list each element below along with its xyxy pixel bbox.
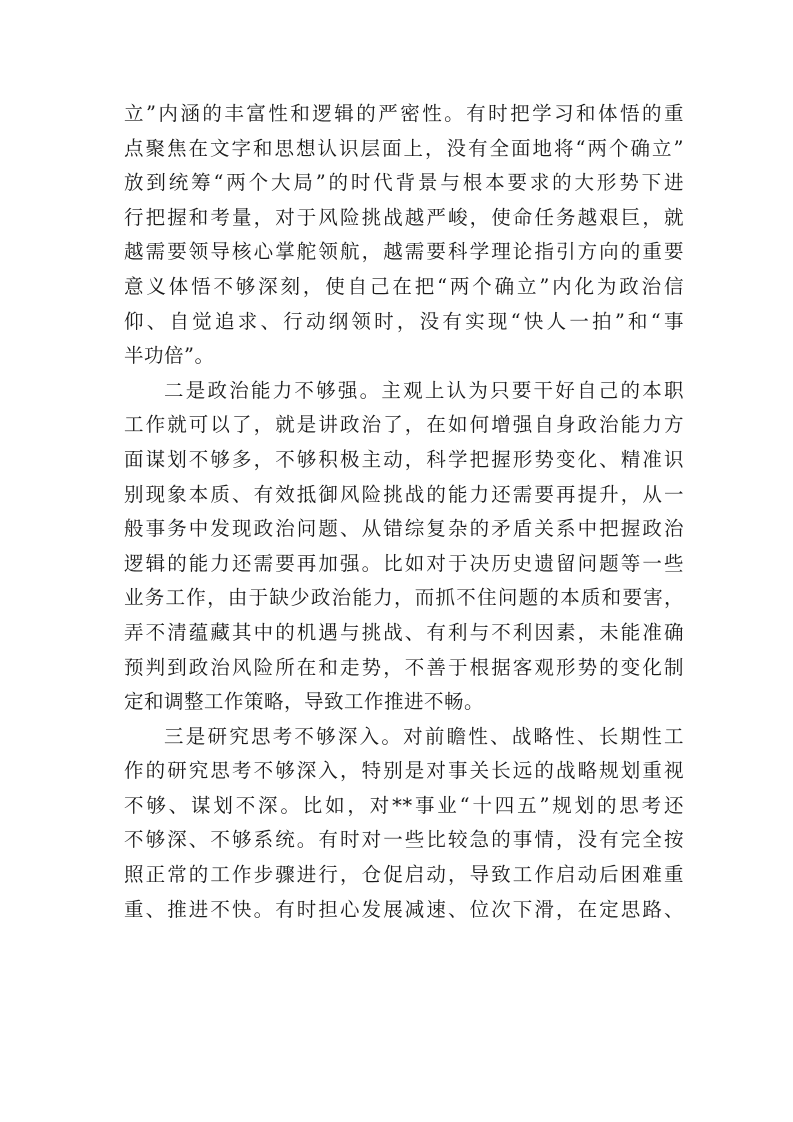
text-line: 面谋划不够多，不够积极主动，科学把握形势变化、精准识 bbox=[124, 447, 684, 471]
text-line: 半功倍”。 bbox=[124, 344, 215, 368]
text-line: 工作就可以了，就是讲政治了，在如何增强自身政治能力方 bbox=[124, 413, 684, 437]
text-line: 重、推进不快。有时担心发展减速、位次下滑，在定思路、 bbox=[124, 897, 684, 921]
text-line: 作的研究思考不够深入，特别是对事关长远的战略规划重视 bbox=[124, 759, 684, 783]
text-line: 仰、自觉追求、行动纲领时，没有实现“快人一拍”和“事 bbox=[124, 309, 684, 333]
text-line: 意义体悟不够深刻，使自己在把“两个确立”内化为政治信 bbox=[124, 274, 684, 298]
text-line: 预判到政治风险所在和走势，不善于根据客观形势的变化制 bbox=[124, 655, 684, 679]
text-line: 点聚焦在文字和思想认识层面上，没有全面地将“两个确立” bbox=[124, 136, 684, 160]
text-line: 般事务中发现政治问题、从错综复杂的矛盾关系中把握政治 bbox=[124, 517, 684, 541]
paragraph-heading-line: 二是政治能力不够强。主观上认为只要干好自己的本职 bbox=[164, 378, 684, 402]
text-line: 定和调整工作策略，导致工作推进不畅。 bbox=[124, 690, 485, 714]
text-line: 弄不清蕴藏其中的机遇与挑战、有利与不利因素，未能准确 bbox=[124, 620, 684, 644]
text-line: 行把握和考量，对于风险挑战越严峻，使命任务越艰巨，就 bbox=[124, 205, 684, 229]
text-line: 逻辑的能力还需要再加强。比如对于决历史遗留问题等一些 bbox=[124, 551, 684, 575]
text-line: 不够、谋划不深。比如，对**事业“十四五”规划的思考还 bbox=[124, 793, 684, 817]
body-text bbox=[124, 97, 684, 927]
text-line: 放到统筹“两个大局”的时代背景与根本要求的大形势下进 bbox=[124, 171, 684, 195]
text-line: 别现象本质、有效抵御风险挑战的能力还需要再提升，从一 bbox=[124, 482, 684, 506]
text-line: 业务工作，由于缺少政治能力，而抓不住问题的本质和要害， bbox=[124, 586, 684, 610]
text-line: 不够深、不够系统。有时对一些比较急的事情，没有完全按 bbox=[124, 828, 684, 852]
text-line: 立”内涵的丰富性和逻辑的严密性。有时把学习和体悟的重 bbox=[124, 102, 684, 125]
text-line: 越需要领导核心掌舵领航，越需要科学理论指引方向的重要 bbox=[124, 240, 684, 264]
text-line: 照正常的工作步骤进行，仓促启动，导致工作启动后困难重 bbox=[124, 863, 684, 887]
paragraph-heading-line: 三是研究思考不够深入。对前瞻性、战略性、长期性工 bbox=[164, 724, 684, 748]
